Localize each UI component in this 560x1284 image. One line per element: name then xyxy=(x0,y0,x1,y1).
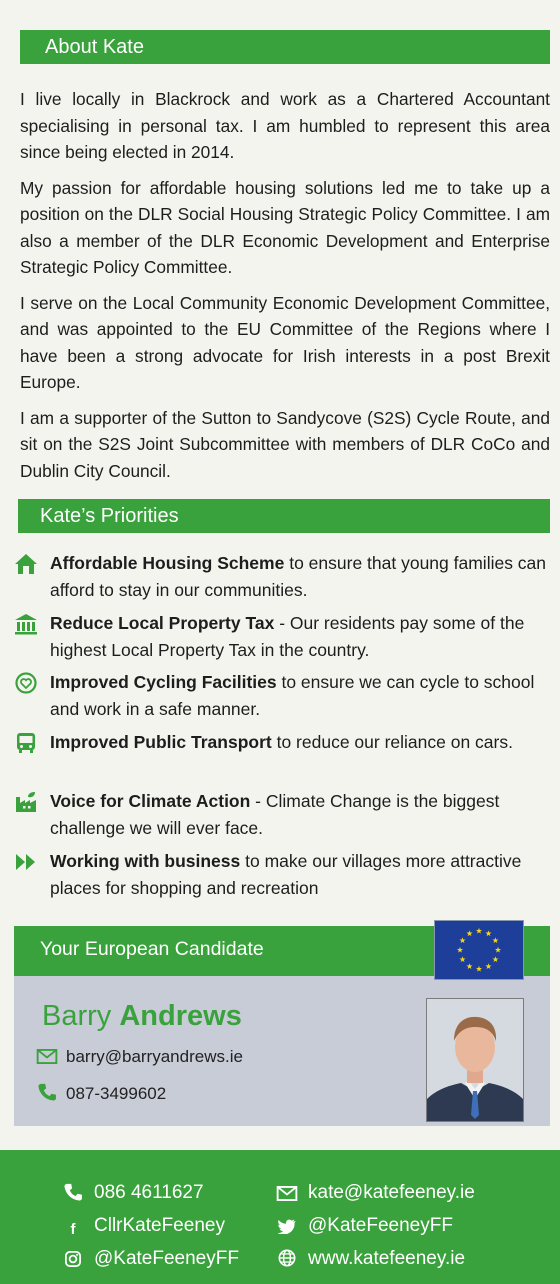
footer-email-text: kate@katefeeney.ie xyxy=(308,1182,475,1203)
about-paragraph: My passion for affordable housing solutions led me to take up a position on the DLR Social Housing Strategic Policy Committee. I am also a member of the DLR Economic Development and Enterprise Strategic Policy Committee. xyxy=(20,177,550,277)
footer-twitter[interactable] xyxy=(276,1215,453,1237)
candidate-name xyxy=(42,1000,242,1033)
priority-text: to reduce our reliance on cars. xyxy=(271,731,513,752)
globe-icon xyxy=(276,1249,298,1267)
about-paragraph: I serve on the Local Community Economic Development Committee, and was appointed to the EU Committee of the Regions where I have been a strong advocate for Irish interests in a post Brexit Europe. xyxy=(20,292,550,392)
footer-facebook[interactable] xyxy=(62,1215,225,1238)
priority-text: - Our residents pay some of the highest Local Property Tax in the country. xyxy=(50,612,525,660)
priority-title: Improved Public Transport xyxy=(50,731,272,752)
priority-title: Improved Cycling Facilities xyxy=(50,672,277,692)
candidate-first-name: Barry xyxy=(42,1000,112,1032)
bank-building-icon xyxy=(14,613,38,635)
footer-instagram[interactable] xyxy=(62,1248,239,1270)
facebook-icon: f xyxy=(70,1221,76,1238)
priority-item xyxy=(14,610,550,670)
priority-text: to ensure that young families can afford to stay in our communities. xyxy=(50,553,547,600)
footer-email[interactable] xyxy=(276,1182,475,1204)
candidate-phone-row xyxy=(36,1083,166,1104)
candidate-email[interactable]: barry@barryandrews.ie xyxy=(66,1047,243,1066)
footer-twitter-text: @KateFeeneyFF xyxy=(308,1215,453,1236)
priority-text: to ensure we can cycle to school and work in a safe manner. xyxy=(50,672,535,719)
instagram-icon xyxy=(62,1251,84,1267)
priority-title: Voice for Climate Action xyxy=(50,791,251,811)
candidate-photo xyxy=(426,998,524,1122)
priority-item xyxy=(14,788,550,848)
about-paragraph: I am a supporter of the Sutton to Sandycove (S2S) Cycle Route, and sit on the S2S Joint Subcommittee with members of DLR CoCo and Dublin City Council. xyxy=(20,407,550,481)
candidate-phone[interactable]: 087-3499602 xyxy=(66,1084,167,1103)
footer-website[interactable] xyxy=(276,1248,465,1270)
candidate-heading: Your European Candidate xyxy=(40,938,264,960)
about-body xyxy=(20,86,550,493)
envelope-icon xyxy=(276,1186,298,1201)
priority-title: Affordable Housing Scheme xyxy=(50,553,285,573)
priority-text: to make our villages more attractive places for shopping and recreation xyxy=(50,850,522,898)
contact-footer xyxy=(0,1150,560,1284)
heart-circle-icon xyxy=(14,672,38,694)
eco-factory-icon xyxy=(14,791,38,813)
phone-icon xyxy=(36,1083,58,1101)
eu-flag-icon xyxy=(434,920,524,980)
footer-instagram-text: @KateFeeneyFF xyxy=(94,1248,239,1269)
priority-title: Reduce Local Property Tax xyxy=(50,612,275,633)
phone-icon xyxy=(62,1183,84,1201)
candidate-email-row xyxy=(36,1047,243,1067)
bus-icon xyxy=(14,732,38,754)
twitter-bird-icon xyxy=(276,1219,298,1234)
footer-phone-text: 086 4611627 xyxy=(94,1182,204,1203)
envelope-icon xyxy=(36,1049,58,1064)
about-heading: About Kate xyxy=(20,30,550,64)
house-icon xyxy=(14,553,38,575)
priorities-list xyxy=(14,550,550,907)
priority-text: - Climate Change is the biggest challenge we will ever face. xyxy=(50,791,500,838)
footer-website-text: www.katefeeney.ie xyxy=(308,1248,466,1269)
footer-facebook-text: CllrKateFeeney xyxy=(94,1215,225,1236)
priority-title: Working with business xyxy=(50,850,241,871)
portrait-image xyxy=(427,999,523,1121)
candidate-panel xyxy=(14,926,550,1126)
footer-phone[interactable] xyxy=(62,1182,204,1204)
priority-item xyxy=(14,550,550,610)
priority-item xyxy=(14,669,550,729)
candidate-last-name: Andrews xyxy=(119,1000,242,1032)
priority-item xyxy=(14,848,550,908)
priorities-heading: Kate’s Priorities xyxy=(18,499,550,533)
priority-item xyxy=(14,729,550,789)
double-chevron-right-icon xyxy=(14,851,38,873)
about-paragraph: I live locally in Blackrock and work as a Chartered Accountant specialising in personal tax. I am humbled to represent this area since being elected in 2014. xyxy=(20,89,550,162)
